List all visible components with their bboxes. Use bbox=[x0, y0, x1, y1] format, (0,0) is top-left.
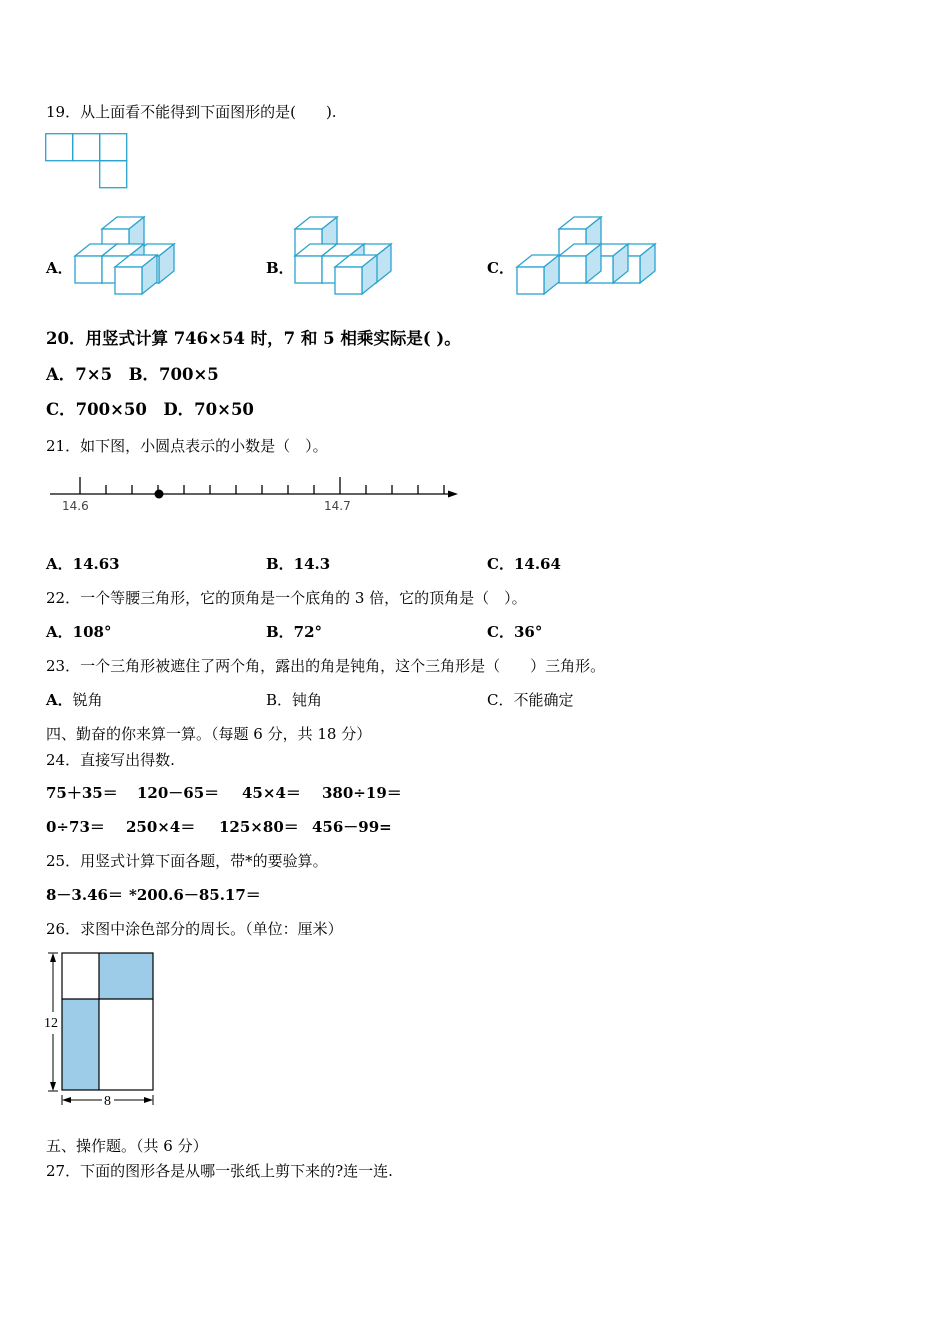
option-b-cube-figure bbox=[292, 215, 402, 297]
number-line-point bbox=[155, 490, 164, 499]
number-line-end-label: 14.7 bbox=[324, 499, 351, 513]
option-a-cube-figure bbox=[72, 215, 182, 297]
q20-text: 20．用竖式计算 746×54 时，7 和 5 相乘实际是( )。 bbox=[46, 329, 461, 348]
q19-option-c-label[interactable]: C． bbox=[487, 259, 514, 277]
q24-item: 45×4＝ bbox=[242, 784, 301, 802]
q23-option-a-text: 锐角 bbox=[72, 691, 103, 709]
q24-item: 120－65＝ bbox=[137, 784, 220, 802]
q20-options-row1[interactable]: A．7×5 B．700×5 bbox=[46, 365, 219, 384]
q23-text: 23．一个三角形被遮住了两个角，露出的角是钝角，这个三角形是（ ）三角形。 bbox=[46, 657, 606, 675]
q25-text: 25．用竖式计算下面各题，带*的要验算。 bbox=[46, 852, 328, 870]
number-line-arrow bbox=[448, 491, 458, 498]
shaded-rectangle-figure bbox=[42, 950, 162, 1110]
number-line-start-label: 14.6 bbox=[62, 499, 89, 513]
q24-item: 0÷73＝ bbox=[46, 818, 105, 836]
q21-option-c[interactable]: C．14.64 bbox=[487, 555, 561, 573]
q23-option-b[interactable] bbox=[266, 690, 322, 710]
q24-item: 125×80＝ bbox=[219, 818, 299, 836]
q24-item: 456－99= bbox=[312, 818, 392, 836]
top-view-figure bbox=[45, 133, 129, 189]
q24-item: 250×4＝ bbox=[126, 818, 196, 836]
section4-title: 四、勤奋的你来算一算。（每题 6 分，共 18 分） bbox=[46, 725, 372, 743]
q22-option-c[interactable]: C．36° bbox=[487, 623, 543, 641]
q22-text: 22．一个等腰三角形，它的顶角是一个底角的 3 倍，它的顶角是（ ）。 bbox=[46, 589, 527, 607]
q21-text: 21．如下图，小圆点表示的小数是（ ）。 bbox=[46, 437, 328, 455]
q21-option-a[interactable]: A．14.63 bbox=[46, 555, 120, 573]
shaded-region-top bbox=[99, 953, 153, 999]
q24-text: 24．直接写出得数. bbox=[46, 751, 175, 769]
q23-option-b-text: B．钝角 bbox=[266, 691, 323, 709]
q19-text: 19．从上面看不能得到下面图形的是( ). bbox=[46, 103, 337, 121]
q24-item: 75＋35＝ bbox=[46, 784, 118, 802]
q23-option-c-text: C．不能确定 bbox=[487, 691, 574, 709]
q23-option-a[interactable]: A．锐角 bbox=[46, 691, 103, 709]
q22-option-a[interactable]: A．108° bbox=[46, 623, 112, 641]
q21-option-b[interactable]: B．14.3 bbox=[266, 555, 331, 573]
q25-item: *200.6－85.17＝ bbox=[129, 886, 261, 904]
q20-options-row2[interactable]: C．700×50 D．70×50 bbox=[46, 400, 254, 419]
q19-option-b-label[interactable]: B． bbox=[266, 259, 294, 277]
section5-title: 五、操作题。（共 6 分） bbox=[46, 1137, 208, 1155]
q24-item: 380÷19＝ bbox=[322, 784, 402, 802]
number-line bbox=[48, 474, 460, 516]
shaded-region-left bbox=[62, 999, 99, 1090]
q19-option-a-label[interactable]: A． bbox=[46, 259, 73, 277]
q23-option-c[interactable] bbox=[487, 690, 573, 710]
width-label: 8 bbox=[104, 1094, 111, 1109]
option-c-cube-figure bbox=[514, 215, 664, 297]
cube bbox=[517, 255, 559, 294]
q22-option-b[interactable]: B．72° bbox=[266, 623, 323, 641]
height-label: 12 bbox=[44, 1016, 58, 1031]
q26-text: 26．求图中涂色部分的周长。（单位：厘米） bbox=[46, 920, 343, 938]
q27-text: 27．下面的图形各是从哪一张纸上剪下来的?连一连. bbox=[46, 1162, 393, 1180]
q25-item: 8－3.46＝ bbox=[46, 886, 123, 904]
